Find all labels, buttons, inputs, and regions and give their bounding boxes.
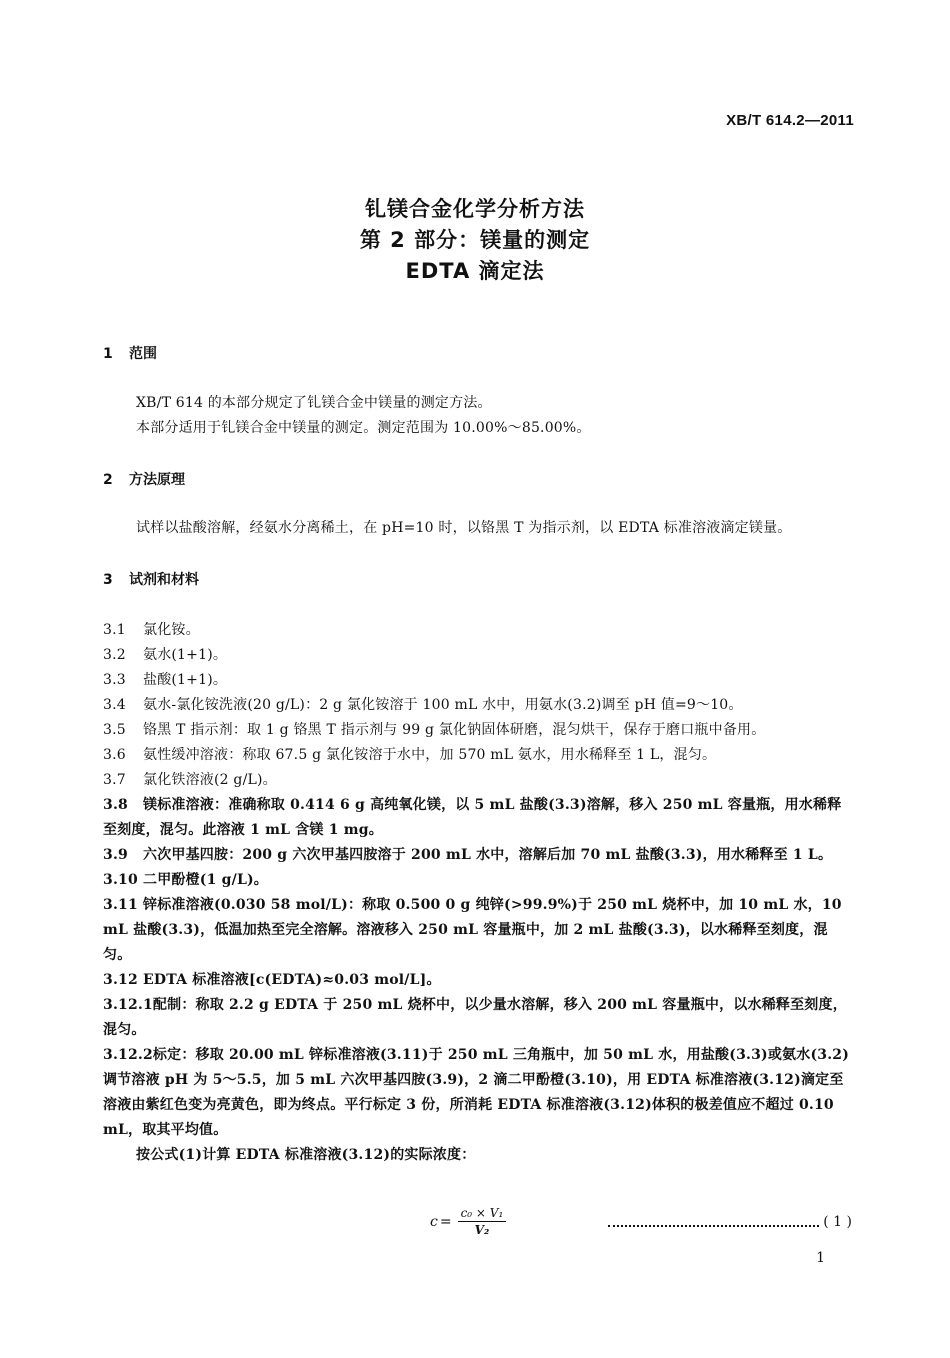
formula-numerator: c₀ × V₁ xyxy=(458,1206,507,1222)
equation-number: ( 1 ) xyxy=(823,1214,852,1230)
leader-dots xyxy=(608,1217,819,1227)
section-2-heading xyxy=(103,469,185,489)
section-3-number: 3 xyxy=(103,572,113,588)
title-line-1: 钆镁合金化学分析方法 xyxy=(365,197,585,221)
section-2-paragraph-1: 试样以盐酸溶解，经氨水分离稀土，在 pH=10 时，以铬黑 T 为指示剂，以 EDTA 标准溶液滴定镁量。 xyxy=(136,520,792,536)
formula-intro: 按公式(1)计算 EDTA 标准溶液(3.12)的实际浓度： xyxy=(136,1147,476,1163)
section-1-heading xyxy=(103,343,157,363)
section-1-paragraph-2: 本部分适用于钆镁合金中镁量的测定。测定范围为 10.00%～85.00%。 xyxy=(136,420,591,436)
list-item: 3.8 镁标准溶液：准确称取 0.414 6 g 高纯氧化镁，以 5 mL 盐酸(3.3)溶解，移入 250 mL 容量瓶，用水稀释至刻度，混匀。此溶液 1 mL 含镁 1 mg。 xyxy=(103,797,842,838)
section-1-title: 范围 xyxy=(129,346,157,362)
formula-equals: = xyxy=(439,1213,452,1230)
list-item: 3.12 EDTA 标准溶液[c(EDTA)≈0.03 mol/L]。 xyxy=(103,972,441,988)
section-1-number: 1 xyxy=(103,346,113,362)
list-item: 3.5 铬黑 T 指示剂：取 1 g 铬黑 T 指示剂与 99 g 氯化钠固体研磨，混匀烘干，保存于磨口瓶中备用。 xyxy=(103,722,766,738)
equation-reference xyxy=(608,1214,852,1230)
section-1-paragraph-1: XB/T 614 的本部分规定了钆镁合金中镁量的测定方法。 xyxy=(136,395,492,411)
list-item: 3.1 氯化铵。 xyxy=(103,622,200,638)
document-title xyxy=(0,194,950,287)
formula-fraction xyxy=(458,1206,507,1237)
section-3-body xyxy=(103,618,851,1168)
list-item: 3.12.2标定：移取 20.00 mL 锌标准溶液(3.11)于 250 mL 三角瓶中，加 50 mL 水，用盐酸(3.3)或氨水(3.2)调节溶液 pH 为 5～5.5，加 5 mL 六次甲基四胺(3.9)，2 滴二甲酚橙(3.10)，用 EDTA 标准溶液(3.12)滴定至溶液由紫红色变为亮黄色，即为终点。平行标定 3 份，所消耗 EDTA 标准溶液(3.12)体积的极差值应不超过 0.10 mL，取其平均值。 xyxy=(103,1047,850,1138)
title-line-3: EDTA 滴定法 xyxy=(405,259,545,283)
list-item: 3.7 氯化铁溶液(2 g/L)。 xyxy=(103,772,277,788)
formula-expression xyxy=(430,1206,506,1237)
list-item: 3.4 氨水-氯化铵洗液(20 g/L)：2 g 氯化铵溶于 100 mL 水中，用氨水(3.2)调至 pH 值=9～10。 xyxy=(103,697,743,713)
formula-lhs: c xyxy=(430,1213,438,1230)
section-3-heading xyxy=(103,569,199,589)
list-item: 3.3 盐酸(1+1)。 xyxy=(103,672,228,688)
list-item: 3.2 氨水(1+1)。 xyxy=(103,647,228,663)
list-item: 3.10 二甲酚橙(1 g/L)。 xyxy=(103,872,269,888)
section-3-title: 试剂和材料 xyxy=(129,572,199,588)
section-2-number: 2 xyxy=(103,472,113,488)
formula-1 xyxy=(0,1204,950,1244)
formula-denominator: V₂ xyxy=(474,1223,490,1237)
list-item: 3.12.1配制：称取 2.2 g EDTA 于 250 mL 烧杯中，以少量水溶解，移入 200 mL 容量瓶中，以水稀释至刻度，混匀。 xyxy=(103,997,847,1038)
section-2-body xyxy=(103,516,851,541)
section-1-body xyxy=(103,391,851,441)
page-number: 1 xyxy=(816,1250,825,1266)
standard-number: XB/T 614.2—2011 xyxy=(726,112,854,129)
section-2-title: 方法原理 xyxy=(129,472,185,488)
title-line-2: 第 2 部分：镁量的测定 xyxy=(359,228,591,252)
list-item: 3.9 六次甲基四胺：200 g 六次甲基四胺溶于 200 mL 水中，溶解后加 70 mL 盐酸(3.3)，用水稀释至 1 L。 xyxy=(103,847,833,863)
list-item: 3.11 锌标准溶液(0.030 58 mol/L)：称取 0.500 0 g 纯锌(>99.9%)于 250 mL 烧杯中，加 10 mL 水，10 mL 盐酸(3.3)，低温加热至完全溶解。溶液移入 250 mL 容量瓶中，加 2 mL 盐酸(3.3)，以水稀释至刻度，混匀。 xyxy=(103,897,842,963)
list-item: 3.6 氨性缓冲溶液：称取 67.5 g 氯化铵溶于水中，加 570 mL 氨水，用水稀释至 1 L，混匀。 xyxy=(103,747,717,763)
